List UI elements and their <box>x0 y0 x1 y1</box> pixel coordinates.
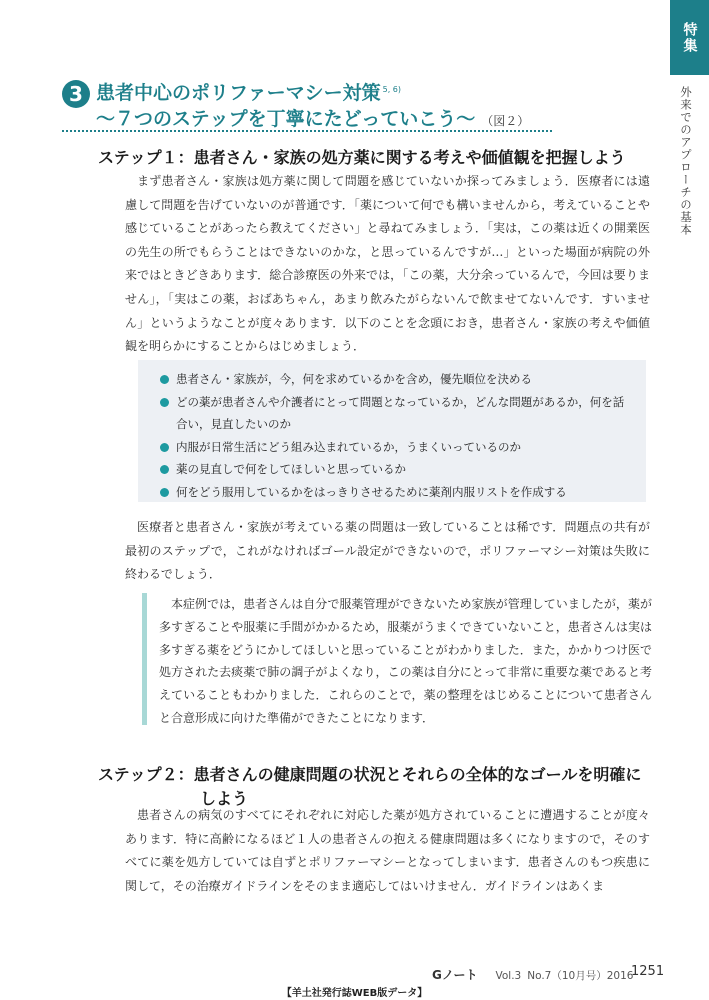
footer-note: 【羊土社発行誌WEB版データ】 <box>281 988 428 999</box>
step1-bullet-box <box>138 360 646 502</box>
step2-heading-line2: しよう <box>200 789 249 808</box>
bullet-item: 患者さん・家族が，今，何を求めているかを含め，優先順位を決める <box>160 368 632 391</box>
section-title-line2 <box>96 104 529 131</box>
step1-heading: ステップ１：患者さん・家族の処方薬に関する考えや価値観を把握しよう <box>98 148 626 167</box>
side-caption: 外来でのアプローチの基本 <box>679 86 693 236</box>
journal-volume: Vol.3 <box>495 970 522 982</box>
page-number: 1251 <box>631 964 665 979</box>
step1-paragraph-2: 医療者と患者さん・家族が考えている薬の問題は一致していることは稀です．問題点の共有が最初のステップで，これがなければゴール設定ができないので，ポリファーマシー対策は失敗に終わるでしょう． <box>125 520 650 582</box>
case-note-text: 本症例では，患者さんは自分で服薬管理ができないため家族が管理していましたが，薬が多すぎることや服薬に手間がかかるため，服薬がうまくできていないこと，患者さんは実は多すぎる薬をどうにかしてほしいと思っていることがわかりました．また，かかりつけ医で処方された去痰薬で肺の調子がよくなり，この薬は自分にとって非常に重要な薬であると考えていることもわかりました．これらのことで，薬の整理をはじめることについて患者さんと合意形成に向けた準備ができたことになります． <box>159 597 652 725</box>
step2-paragraph: 患者さんの病気のすべてにそれぞれに対応した薬が処方されていることに遭遇することが度々あります．特に高齢になるほど１人の患者さんの抱える健康問題は多くになりますので，そのすべてに薬を処方していては自ずとポリファーマシーとなってしまいます．患者さんのもつ疾患に関して，その治療ガイドラインをそのまま適応してはいけません．ガイドラインはあくま <box>125 808 650 893</box>
case-note-box <box>142 593 652 725</box>
bullet-item: 薬の見直しで何をしてほしいと思っているか <box>160 458 632 481</box>
bullet-item: どの薬が患者さんや介護者にとって問題となっているか，どんな問題があるか，何を話合い，見直したいのか <box>160 391 632 436</box>
journal-info <box>432 966 633 983</box>
step1-paragraph: まず患者さん・家族は処方薬に関して問題を感じていないか探ってみましょう．医療者には遠慮して問題を告げていないのが普通です．「薬について何でも構いませんから，考えていることや感じていることがあったら教えてください」と尋ねてみましょう．「実は，この薬は近くの開業医の先生の所でもらうことはできないのかな，と思っているんですが…」といった場面が病院の外来ではときどきあります．総合診療医の外来では，「この薬，大分余っているんで，今回は要りません」，「実はこの薬，おばあちゃん，あまり飲みたがらないんで飲ませてないんです．すいません」というようなことが度々あります．以下のことを念頭におき，患者さん・家族の考えや価値観を明らかにすることからはじめましょう． <box>125 174 650 354</box>
step2-heading-line1: ステップ２：患者さんの健康問題の状況とそれらの全体的なゴールを明確に <box>98 765 642 784</box>
journal-name: Gノート <box>432 968 478 982</box>
section-title-line1 <box>96 78 401 105</box>
journal-issue: No.7（10月号）2016 <box>527 970 634 982</box>
section-number-badge: 3 <box>62 80 90 108</box>
bullet-list <box>160 368 632 503</box>
section-divider <box>62 130 552 132</box>
section-subtitle-text: ～７つのステップを丁寧にたどっていこう～ <box>96 108 476 130</box>
figure-reference: （図２） <box>481 114 530 128</box>
bullet-item: 何をどう服用しているかをはっきりさせるために薬剤内服リストを作成する <box>160 481 632 504</box>
section-tab-label: 特集 <box>681 21 698 54</box>
bullet-item: 内服が日常生活にどう組み込まれているか，うまくいっているのか <box>160 436 632 459</box>
section-title-text: 患者中心のポリファーマシー対策 <box>96 82 381 104</box>
section-tab <box>670 0 709 75</box>
reference-superscript: 5, 6) <box>382 84 402 94</box>
